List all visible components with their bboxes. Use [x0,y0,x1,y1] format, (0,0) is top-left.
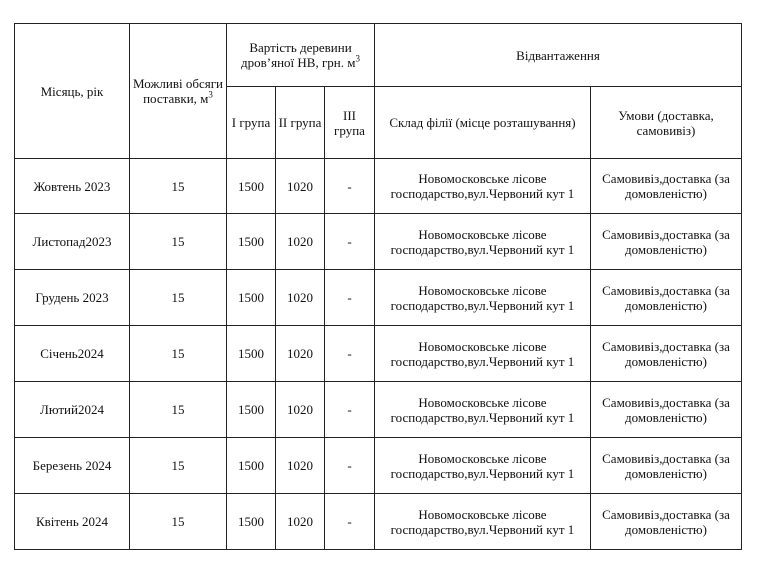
cell-location: Новомосковське лісове господарство,вул.Червоний кут 1 [375,159,591,214]
cell-group-1: 1500 [227,494,276,550]
supply-table [14,23,742,550]
header-cost-text: Вартість деревини дров’яної НВ, грн. м [241,40,356,70]
cell-group-3: - [325,214,375,270]
table-row [15,159,742,214]
cell-group-3: - [325,326,375,382]
cell-location: Новомосковське лісове господарство,вул.Червоний кут 1 [375,494,591,550]
header-shipment: Відвантаження [375,24,742,87]
cell-conditions: Самовивіз,доставка (за домовленістю) [591,494,742,550]
header-group-2: ІІ група [276,87,325,159]
header-conditions: Умови (доставка, самовивіз) [591,87,742,159]
cell-conditions: Самовивіз,доставка (за домовленістю) [591,326,742,382]
cell-location: Новомосковське лісове господарство,вул.Червоний кут 1 [375,270,591,326]
cell-month: Жовтень 2023 [15,159,130,214]
cell-location: Новомосковське лісове господарство,вул.Червоний кут 1 [375,326,591,382]
cell-conditions: Самовивіз,доставка (за домовленістю) [591,438,742,494]
cell-month: Березень 2024 [15,438,130,494]
cell-group-1: 1500 [227,270,276,326]
cell-location: Новомосковське лісове господарство,вул.Червоний кут 1 [375,438,591,494]
cell-location: Новомосковське лісове господарство,вул.Червоний кут 1 [375,214,591,270]
cell-volume: 15 [130,214,227,270]
cell-group-3: - [325,270,375,326]
cell-group-3: - [325,438,375,494]
cell-volume: 15 [130,159,227,214]
header-cost [227,24,375,87]
cell-group-2: 1020 [276,326,325,382]
header-volume [130,24,227,159]
cell-group-2: 1020 [276,159,325,214]
table-row [15,438,742,494]
cell-location: Новомосковське лісове господарство,вул.Червоний кут 1 [375,382,591,438]
header-group-3: ІІІ група [325,87,375,159]
cell-volume: 15 [130,382,227,438]
cell-group-2: 1020 [276,270,325,326]
header-volume-unit: 3 [208,89,213,100]
header-cost-unit: 3 [355,53,360,64]
cell-group-2: 1020 [276,494,325,550]
cell-month: Квітень 2024 [15,494,130,550]
cell-group-2: 1020 [276,438,325,494]
cell-conditions: Самовивіз,доставка (за домовленістю) [591,214,742,270]
cell-conditions: Самовивіз,доставка (за домовленістю) [591,159,742,214]
cell-month: Грудень 2023 [15,270,130,326]
cell-month: Січень2024 [15,326,130,382]
cell-group-3: - [325,382,375,438]
table-row [15,326,742,382]
cell-volume: 15 [130,326,227,382]
header-month: Місяць, рік [15,24,130,159]
header-warehouse: Склад філії (місце розташування) [375,87,591,159]
cell-group-1: 1500 [227,326,276,382]
header-volume-text: Можливі обсяги поставки, м [133,76,223,106]
table-row [15,270,742,326]
cell-volume: 15 [130,494,227,550]
table-row [15,494,742,550]
cell-group-1: 1500 [227,159,276,214]
cell-volume: 15 [130,270,227,326]
cell-volume: 15 [130,438,227,494]
cell-conditions: Самовивіз,доставка (за домовленістю) [591,382,742,438]
cell-conditions: Самовивіз,доставка (за домовленістю) [591,270,742,326]
cell-month: Лютий2024 [15,382,130,438]
cell-group-2: 1020 [276,214,325,270]
cell-group-2: 1020 [276,382,325,438]
cell-month: Листопад2023 [15,214,130,270]
cell-group-1: 1500 [227,382,276,438]
table-row [15,382,742,438]
table-row [15,214,742,270]
cell-group-3: - [325,494,375,550]
header-group-1: І група [227,87,276,159]
cell-group-1: 1500 [227,214,276,270]
cell-group-1: 1500 [227,438,276,494]
cell-group-3: - [325,159,375,214]
